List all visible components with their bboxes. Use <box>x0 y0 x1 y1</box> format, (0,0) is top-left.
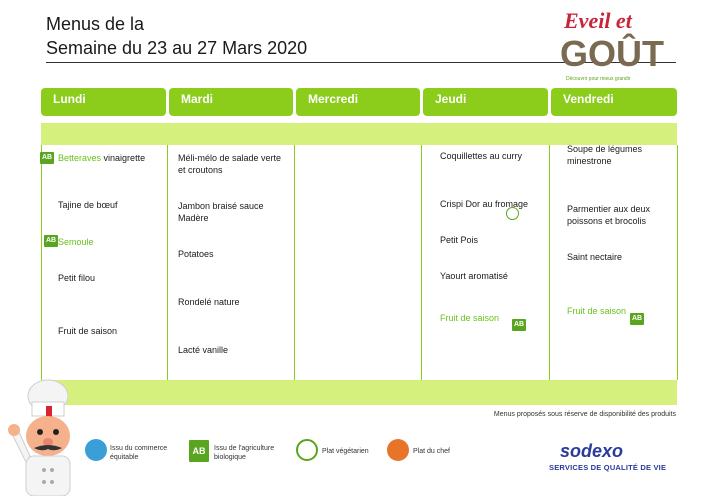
availability-note: Menus proposés sous réserve de disponibilité des produits <box>493 411 676 418</box>
logo-script-text: Eveil et <box>564 8 632 33</box>
menu-item-organic: Fruit de saison <box>440 313 500 323</box>
menu-item: Petit filou <box>58 273 96 283</box>
menu-item: Yaourt aromatisé <box>440 271 508 281</box>
logo-main-text: GOÛT <box>560 33 664 74</box>
menu-item: Saint nectaire <box>567 252 623 262</box>
column-divider <box>294 145 295 380</box>
menu-item-organic: Fruit de saison <box>567 306 627 316</box>
day-header-mercredi: Mercredi <box>296 88 420 116</box>
menu-item: Jambon braisé sauce Madère <box>178 201 264 223</box>
bottom-band <box>41 380 677 405</box>
column-divider <box>167 145 168 380</box>
organic-ab-icon: AB <box>40 152 54 164</box>
sodexo-tagline: SERVICES DE QUALITÉ DE VIE <box>549 463 667 472</box>
menu-item-organic: Semoule <box>58 237 94 247</box>
legend-label: Issu du commerce équitable <box>110 445 168 461</box>
day-header-mardi: Mardi <box>169 88 293 116</box>
menu-item: Crispi Dor au fromage <box>440 199 529 209</box>
title-line-2: Semaine du 23 au 27 Mars 2020 <box>46 38 308 58</box>
title-line-1: Menus de la <box>46 14 145 34</box>
column-divider <box>549 145 550 380</box>
eveil-et-gout-logo <box>556 6 680 84</box>
legend-label: Issu de l'agriculture biologique <box>214 445 275 461</box>
fair-trade-icon <box>85 439 107 461</box>
chef-mascot-illustration <box>4 374 80 496</box>
chef-dish-icon <box>387 439 409 461</box>
menu-item: Petit Pois <box>440 235 479 245</box>
menu-item: Fruit de saison <box>58 326 118 336</box>
menu-item: Potatoes <box>178 249 214 259</box>
logo-tagline: Découvrir pour mieux grandir <box>566 76 631 82</box>
organic-ab-icon: AB <box>44 235 58 247</box>
menu-item: Tajine de bœuf <box>58 200 118 210</box>
legend-label: Plat du chef <box>413 448 450 455</box>
menu-item: Méli-mélo de salade verte et croutons <box>178 153 282 175</box>
vegetarian-icon <box>296 439 318 461</box>
menu-item: Lacté vanille <box>178 345 229 355</box>
day-header-lundi: Lundi <box>41 88 166 116</box>
column-border <box>677 145 678 380</box>
day-header-vendredi: Vendredi <box>551 88 677 116</box>
day-header-jeudi: Jeudi <box>423 88 548 116</box>
menu-item: Parmentier aux deux poissons et brocolis <box>567 204 651 226</box>
menu-item-organic: Betteraves <box>58 153 102 163</box>
menu-item: Soupe de légumes minestrone <box>567 144 643 166</box>
organic-ab-icon: AB <box>512 319 526 331</box>
vegetarian-icon <box>506 207 519 220</box>
top-band <box>41 123 677 145</box>
column-divider <box>421 145 422 380</box>
organic-ab-icon: AB <box>189 440 209 462</box>
column-border <box>41 145 42 380</box>
organic-ab-icon: AB <box>630 313 644 325</box>
menu-item: Rondelé nature <box>178 297 240 307</box>
menu-item <box>58 152 166 164</box>
sodexo-logo: sodexo <box>560 441 624 461</box>
menu-item-suffix: vinaigrette <box>103 153 146 163</box>
legend-label: Plat végétarien <box>322 448 369 455</box>
menu-item: Coquillettes au curry <box>440 151 523 161</box>
